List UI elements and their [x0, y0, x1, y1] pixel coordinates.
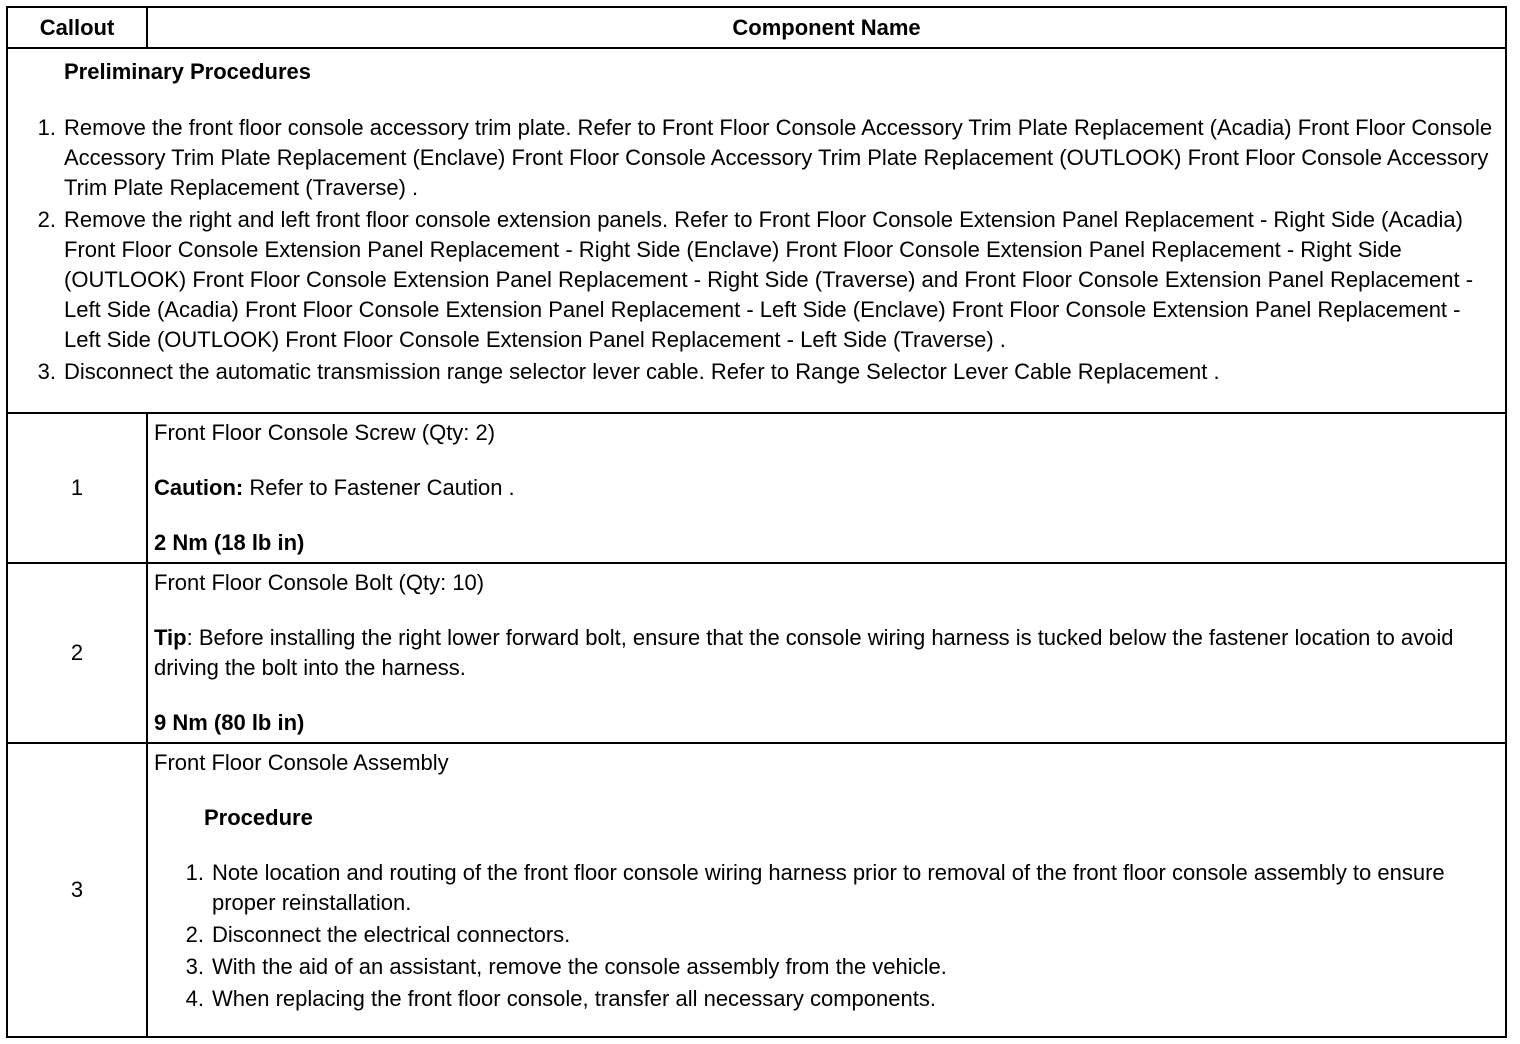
callout-column-header: Callout [7, 7, 147, 48]
step-number: 3. [185, 954, 204, 980]
component-table [6, 6, 1507, 1038]
component-cell [147, 413, 1506, 563]
table-row [7, 413, 1506, 563]
caution-text: Refer to Fastener Caution . [243, 475, 515, 501]
step-text: Note location and routing of the front floor console wiring harness prior to removal of the front floor console assembly to ensure proper reinstallation. [212, 860, 1445, 916]
step-text: With the aid of an assistant, remove the console assembly from the vehicle. [212, 954, 947, 980]
callout-number: 2 [7, 563, 147, 743]
list-item [174, 920, 1499, 950]
caution-note [154, 473, 1499, 503]
step-number: 4. [185, 986, 204, 1012]
torque-spec: 9 Nm (80 lb in) [154, 710, 305, 736]
preliminary-procedures-row [7, 48, 1506, 413]
preliminary-steps-list [26, 113, 1499, 387]
step-number: 3. [37, 359, 56, 384]
step-text: Remove the right and left front floor console extension panels. Refer to Front Floor Console Extension Panel Replacement - Right Side (Acadia) Front Floor Console Extension Panel Replacement - Right Side (Enclave) Front Floor Console Extension Panel Replacement - Right Side (OUTLOOK) Front Floor Console Extension Panel Replacement - Right Side (Traverse) and Front Floor Console Extension Panel Replacement - Left Side (Acadia) Front Floor Console Extension Panel Replacement - Left Side (Enclave) Front Floor Console Extension Panel Replacement - Left Side (OUTLOOK) Front Floor Console Extension Panel Replacement - Left Side (Traverse) . [64, 207, 1474, 352]
list-item [26, 357, 1499, 387]
preliminary-procedures-cell [7, 48, 1506, 413]
component-name: Front Floor Console Bolt (Qty: 10) [154, 570, 485, 596]
step-text: Remove the front floor console accessory trim plate. Refer to Front Floor Console Accessory Trim Plate Replacement (Acadia) Front Floor Console Accessory Trim Plate Replacement (Enclave) Front Floor Console Accessory Trim Plate Replacement (OUTLOOK) Front Floor Console Accessory Trim Plate Replacement (Traverse) . [64, 115, 1493, 200]
component-name: Front Floor Console Screw (Qty: 2) [154, 420, 496, 446]
callout-number: 3 [7, 743, 147, 1037]
step-number: 1. [37, 115, 56, 140]
step-number: 2. [37, 207, 56, 232]
step-text: When replacing the front floor console, transfer all necessary components. [212, 986, 936, 1012]
list-item [174, 858, 1499, 918]
list-item [174, 952, 1499, 982]
caution-label: Caution: [154, 475, 244, 501]
step-text: Disconnect the automatic transmission range selector lever cable. Refer to Range Selector Lever Cable Replacement . [64, 359, 1220, 384]
procedure-block [154, 803, 1499, 1014]
tip-label: Tip [154, 625, 187, 651]
callout-number: 1 [7, 413, 147, 563]
step-number: 1. [185, 860, 204, 886]
procedure-steps-list [174, 858, 1499, 1014]
list-item [174, 984, 1499, 1014]
table-header-row [7, 7, 1506, 48]
component-name: Front Floor Console Assembly [154, 750, 449, 776]
component-name-column-header: Component Name [147, 7, 1506, 48]
step-text: Disconnect the electrical connectors. [212, 922, 571, 948]
tip-text: : Before installing the right lower forward bolt, ensure that the console wiring harness is tucked below the fastener location to avoid driving the bolt into the harness. [154, 625, 1454, 681]
torque-spec: 2 Nm (18 lb in) [154, 530, 305, 556]
list-item [26, 113, 1499, 203]
component-cell [147, 743, 1506, 1037]
preliminary-procedures-heading: Preliminary Procedures [64, 59, 312, 84]
list-item [26, 205, 1499, 355]
procedure-heading: Procedure [204, 805, 313, 831]
component-cell [147, 563, 1506, 743]
table-row [7, 563, 1506, 743]
table-row [7, 743, 1506, 1037]
step-number: 2. [185, 922, 204, 948]
tip-note [154, 623, 1499, 683]
